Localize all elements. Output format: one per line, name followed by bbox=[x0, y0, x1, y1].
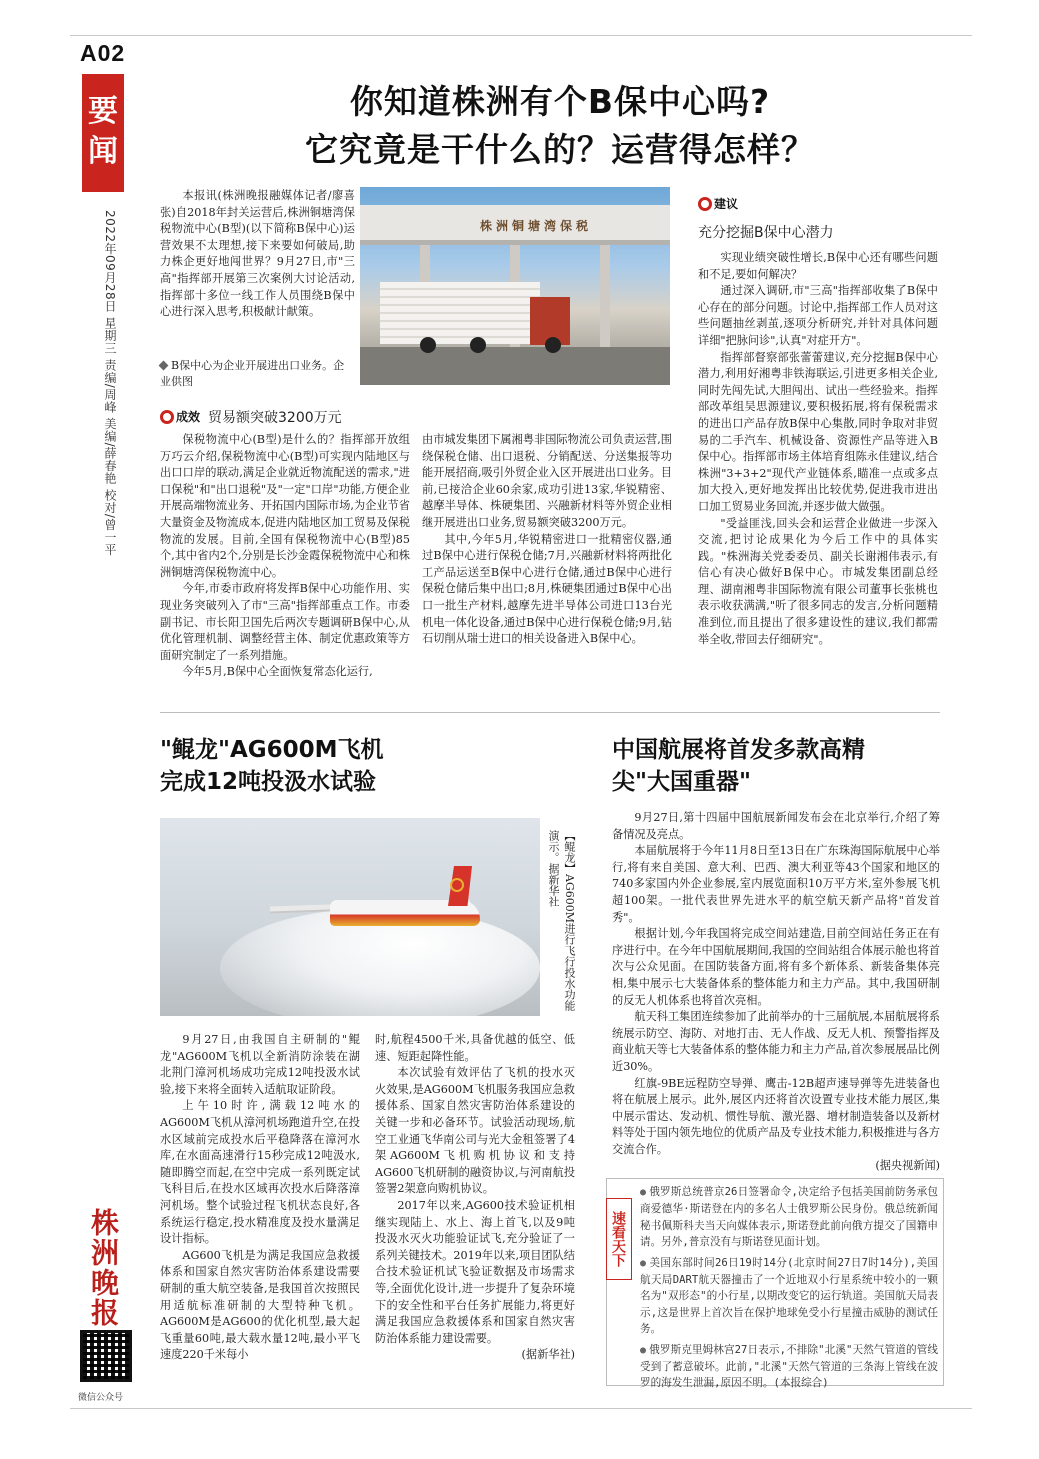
suggest-title: 充分挖掘B保中心潜力 bbox=[698, 225, 834, 241]
paragraph: 根据计划,今年我国将完成空间站建造,目前空间站任务正在有序进行中。在今年中国航展期间,我国的空间站组合体展示舱也将首次与公众见面。在国防装备方面,将有多个新体系、新装备集体亮相,集中展示七大装备体系的整体能力和主力产品。其中,我国研制的反无人机体系也将首次亮相。 bbox=[612, 927, 940, 1007]
brief-item bbox=[640, 1342, 938, 1392]
top-rule bbox=[70, 35, 972, 36]
lead-headline-line2: 它究竟是干什么的？运营得怎样？ bbox=[305, 130, 815, 169]
photo-pillar bbox=[600, 245, 610, 355]
qr-code[interactable] bbox=[80, 1330, 132, 1382]
aircraft-column-1 bbox=[160, 1032, 360, 1364]
paragraph: 指挥部督察部张蕾蕾建议,充分挖掘B保中心潜力,利用好湘粤非铁海联运,引进更多相关企业,同时先闯先试,大胆闯出、试出一些经验来。指挥部改革组吴思源建议,要积极拓展,将有保税需求的进出口产品存放B保中心集散,同时争取对非贸易的二手汽车、机械设备、资源性产品等进入B保中心。指挥部市场主体培育组陈永佳建议,结合株洲"3+3+2"现代产业链体系,瞄准一点或多点加大投入,更好地发挥出比较优势,促进我市进出口加工贸易业务回流,并逐步做大做强。 bbox=[698, 350, 938, 513]
photo-sign-text: 株洲铜塘湾保税 bbox=[480, 219, 593, 233]
paragraph: 本届航展将于今年11月8日至13日在广东珠海国际航展中心举行,将有来自美国、意大利、巴西、澳大利亚等43个国家和地区的740多家国内外企业参展,室内展览面积10万平方米,室外参展飞机超100架。一批代表世界先进水平的航空航天新产品将"首发首秀"。 bbox=[612, 844, 940, 924]
airshow-column bbox=[612, 810, 940, 1175]
bullet-icon: ● bbox=[640, 1257, 647, 1269]
date-line: 2022年09月28日 星期三 责编/周峰 美编/薛春艳 校对/曾一平 bbox=[103, 210, 117, 556]
aircraft-column-2 bbox=[375, 1032, 575, 1364]
brief-item-text: 俄罗斯克里姆林宫27日表示,不排除"北溪"天然气管道的管线受到了蓄意破坏。此前,"北溪"天然气管道的三条海上管线在波罗的海发生泄漏,原因不明。(本报综合) bbox=[640, 1343, 938, 1390]
photo-wheel bbox=[420, 337, 436, 353]
lead-column-1 bbox=[160, 432, 410, 681]
photo-wheel bbox=[470, 337, 486, 353]
lead-column-3 bbox=[698, 250, 938, 648]
paragraph: 2017年以来,AG600技术验证机相继实现陆上、水上、海上首飞,以及9吨投汲水灭火功能验证试飞,充分验证了一系列关键技术。2019年以来,项目团队结合技术验证机试飞验证数据及市场需求等,全面优化设计,进一步提升了复杂环境下的安全性和平台任务扩展能力,将更好满足我国应急救援体系和国家自然灾害防治体系能力建设需要。 bbox=[375, 1198, 575, 1345]
caption-bullet-icon bbox=[159, 361, 169, 371]
photo-road bbox=[360, 347, 670, 385]
paragraph: 时,航程4500千米,具备优越的低空、低速、短距起降性能。 bbox=[375, 1033, 575, 1063]
aircraft-headline-line2: 完成12吨投汲水试验 bbox=[160, 769, 377, 795]
paragraph: "受益匪浅,回头会和运营企业做进一步深入交流,把讨论成果化为今后工作中的具体实践。"株洲海关党委委员、副关长谢湘伟表示,有信心有决心做好B保中心。市城发集团副总经理、湖南湘粤非国际物流有限公司董事长张桃也表示收获满满,"听了很多同志的发言,分析问题精准到位,而且提出了很多建设性的建议,我们都需举全收,带回去仔细研究"。 bbox=[698, 516, 938, 646]
caption-text: B保中心为企业开展进出口业务。企业供图 bbox=[160, 359, 345, 388]
aircraft-photo-caption: 【鲲龙】AG600M进行飞行投水功能演示。据新华社 bbox=[547, 830, 576, 1011]
paragraph: 实现业绩突破性增长,B保中心还有哪些问题和不足,要如何解决？ bbox=[698, 251, 938, 281]
paragraph: 9月27日,由我国自主研制的"鲲龙"AG600M飞机以全新消防涂装在湖北荆门漳河机场成功完成12吨投汲水试验,接下来将全面转入适航取证阶段。 bbox=[160, 1033, 360, 1096]
lead-headline bbox=[160, 78, 960, 174]
lead-headline-line1: 你知道株洲有个B保中心吗? bbox=[349, 82, 771, 121]
b-center-photo-caption bbox=[160, 358, 355, 390]
lead-column-2 bbox=[422, 432, 672, 648]
airshow-headline-line2: 尖"大国重器" bbox=[612, 769, 751, 795]
brief-news-list bbox=[640, 1184, 938, 1396]
page-number: A02 bbox=[80, 40, 126, 66]
qr-label: 微信公众号 bbox=[78, 1393, 124, 1403]
aircraft-tail-logo bbox=[450, 878, 464, 892]
bullet-icon: ● bbox=[640, 1344, 647, 1356]
aircraft-photo bbox=[160, 818, 540, 1016]
airshow-headline-line1: 中国航展将首发多款高精 bbox=[612, 737, 865, 763]
section-divider bbox=[160, 712, 940, 713]
suggest-label: 建议 bbox=[714, 197, 739, 211]
suggest-dot-icon bbox=[698, 197, 712, 211]
paragraph: 由市城发集团下属湘粤非国际物流公司负责运营,围绕保税仓储、出口退税、分销配送、分送集报等功能开展招商,吸引外贸企业入区开展进出口业务。目前,已接洽企业60余家,成功引进13家,华锐精密、越摩半导体、株硬集团、兴融新材料等外贸企业相继开展进出口业务,贸易额突破3200万元。 bbox=[422, 433, 672, 529]
result-title: 贸易额突破3200万元 bbox=[208, 409, 342, 426]
paragraph: 本次试验有效评估了飞机的投水灭火效果,是AG600M飞机服务我国应急救援体系、国家自然灾害防治体系建设的关键一步和必备环节。试验活动现场,航空工业通飞华南公司与光大金租签署了4架AG600M飞机购机协议和支持AG600飞机研制的融资协议,与河南航投签署2架意向购机协议。 bbox=[375, 1066, 575, 1196]
b-center-photo bbox=[360, 187, 670, 385]
paper-logo-text: 株洲晚报 bbox=[87, 1208, 120, 1328]
photo-cargo bbox=[380, 282, 540, 344]
paper-logo bbox=[84, 1208, 122, 1328]
suggest-subhead bbox=[698, 193, 948, 212]
brief-item-text: 俄罗斯总统普京26日签署命令,决定给予包括美国前防务承包商爱德华·斯诺登在内的多名人士俄罗斯公民身份。俄总统新闻秘书佩斯科夫当天向媒体表示,斯诺登此前向俄方提交了国籍申请。另外,普京没有与斯诺登见面计划。 bbox=[640, 1186, 938, 1249]
paragraph: 9月27日,第十四届中国航展新闻发布会在北京举行,介绍了筹备情况及亮点。 bbox=[612, 811, 940, 841]
paragraph: 上午10时许,满载12吨水的AG600M飞机从漳河机场跑道升空,在投水区域前完成投水后平稳降落在漳河水库,在水面高速滑行15秒完成12吨汲水,随即腾空而起,在空中完成一系列既定试飞科目后,在投水区域再次投水后降落漳河机场。整个试验过程飞机状态良好,各系统运行稳定,投水精准度及投水量满足设计指标。 bbox=[160, 1099, 360, 1246]
lead-intro bbox=[160, 188, 355, 321]
paragraph: AG600飞机是为满足我国应急救援体系和国家自然灾害防治体系建设需要研制的重大航空装备,是我国首次按照民用适航标准研制的大型特种飞机。AG600M是AG600的优化机型,最大起飞重量60吨,最大载水量12吨,最小平飞速度220千米每小 bbox=[160, 1248, 360, 1362]
paragraph: 今年5月,B保中心全面恢复常态化运行, bbox=[182, 665, 373, 679]
result-subhead bbox=[160, 406, 580, 427]
paragraph: 其中,今年5月,华锐精密进口一批精密仪器,通过B保中心进行保税仓储;7月,兴融新材料将两批化工产品运送至B保中心进行仓储,通过B保中心进行保税仓储后集中出口;8月,株硬集团通过B保中心出口一批生产材料,越摩先进半导体公司进口13台光机电一体化设备,通过B保中心进行保税仓储;9月,钻石切削从瑞士进口的相关设备进入B保中心。 bbox=[422, 532, 672, 646]
aircraft-headline-line1: "鲲龙"AG600M飞机 bbox=[160, 737, 384, 763]
bullet-icon: ● bbox=[640, 1187, 647, 1198]
source-note: (据央视新闻) bbox=[875, 1159, 940, 1173]
brief-item bbox=[640, 1255, 938, 1338]
brief-news-tag: 速看天下 bbox=[606, 1198, 632, 1280]
paragraph: 航天科工集团连续参加了此前举办的十三届航展,本届航展将系统展示防空、海防、对地打击、无人作战、反无人机、预警指挥及商业航天等七大装备体系的整体能力和主力产品,首次参展展品比例近30%。 bbox=[612, 1010, 941, 1073]
airshow-headline bbox=[612, 734, 942, 798]
paragraph: 今年,市委市政府将发挥B保中心功能作用、实现业务突破列入了市"三高"指挥部重点工作。市委副书记、市长阳卫国先后两次专题调研B保中心,从优化管理机制、调整经营主体、制定优惠政策等方面研究制定了一系列措施。 bbox=[160, 582, 410, 662]
brief-item bbox=[640, 1184, 938, 1251]
bottom-rule bbox=[70, 1408, 972, 1409]
section-tag: 要闻 bbox=[82, 74, 124, 192]
lead-intro-text: 本报讯(株洲晚报融媒体记者/廖喜张)自2018年封关运营后,株洲铜塘湾保税物流中心(B型)(以下简称B保中心)运营效果不太理想,接下来要如何破局,助力株企更好地闯世界？9月27日,市"三高"指挥部开展第三次案例大讨论活动,指挥部十多位一线工作人员围绕B保中心进行深入思考,积极献计献策。 bbox=[160, 189, 355, 319]
aircraft-headline bbox=[160, 734, 580, 798]
paragraph: 保税物流中心(B型)是什么的？指挥部开放组万巧云介绍,保税物流中心(B型)可实现内陆地区与出口口岸的联动,满足企业就近物流配送的需求,"进口保税"和"出口退税"及"一定"口岸"功能,方便企业开展高端物流业务、开拓国内国际市场,为企业节省大量资金及物流成本,促进内陆地区加工贸易及保税物流的发展。目前,全国有保税物流中心(B型)85个,其中省内2个,分别是长沙金霞保税物流中心和株洲铜塘湾保税物流中心。 bbox=[160, 433, 410, 579]
paragraph: 通过深入调研,市"三高"指挥部收集了B保中心存在的部分问题。讨论中,指挥部工作人员对这些问题抽丝剥茧,逐项分析研究,并针对具体问题详细"把脉问诊",认真"对症开方"。 bbox=[698, 284, 938, 347]
result-label: 成效 bbox=[176, 410, 201, 424]
photo-wheel bbox=[545, 337, 561, 353]
brief-item-text: 美国东部时间26日19时14分(北京时间27日7时14分),美国航天局DART航天器撞击了一个近地双小行星系统中较小的一颗名为"双形态"的小行星,以期改变它的运行轨道。美国航天局表示,这是世界上首次旨在保护地球免受小行星撞击威胁的测试任务。 bbox=[640, 1256, 938, 1336]
result-dot-icon bbox=[160, 410, 174, 424]
source-note: (据新华社) bbox=[521, 1348, 575, 1362]
paragraph: 红旗-9BE远程防空导弹、鹰击-12B超声速导弹等先进装备也将在航展上展示。此外,展区内还将首次设置专业技术能力展区,集中展示雷达、发动机、惯性导航、激光器、增材制造装备以及新材料等处于国内领先地位的优质产品及专业技术能力,积极推进与各方交流合作。 bbox=[612, 1076, 940, 1156]
